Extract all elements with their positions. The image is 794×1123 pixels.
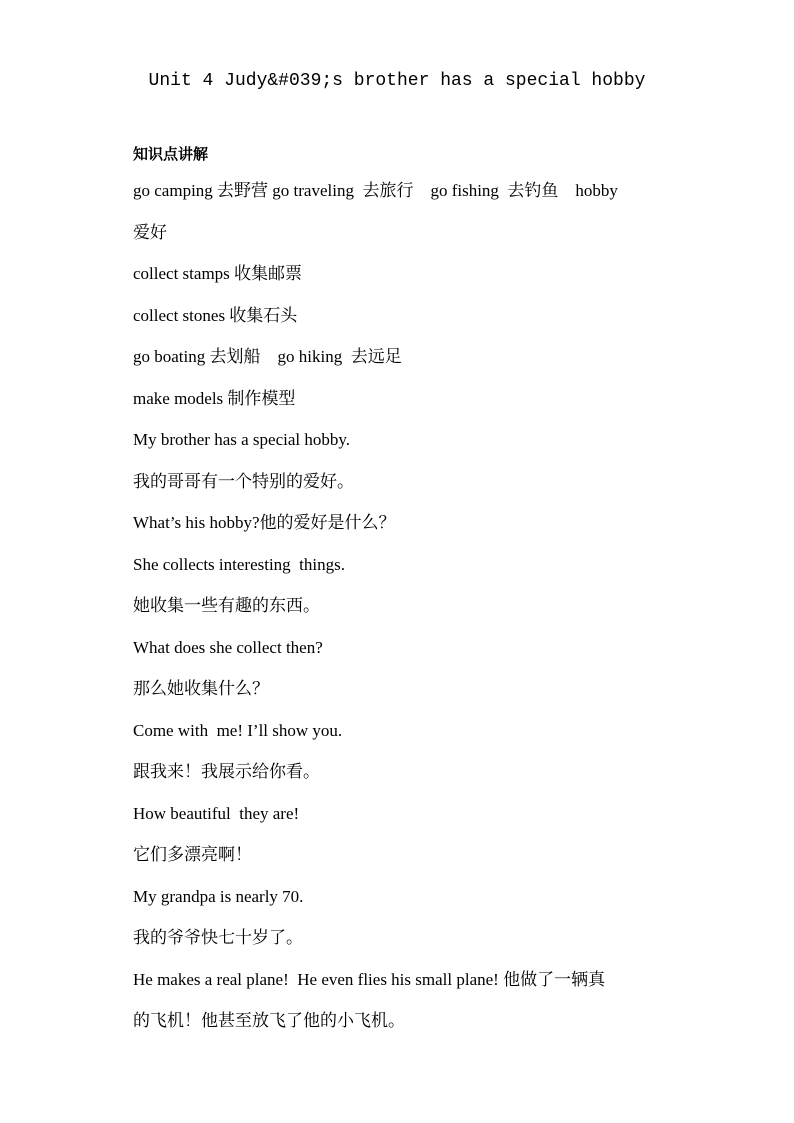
text-line: 跟我来！我展示给你看。 (133, 762, 320, 781)
text-line: 她收集一些有趣的东西。 (133, 596, 320, 615)
text-line: 爱好 (133, 222, 167, 242)
text-line: go boating 去划船 go hiking 去远足 (133, 347, 402, 366)
text-line: 它们多漂亮啊！ (133, 845, 252, 864)
text-line: 我的哥哥有一个特别的爱好。 (133, 471, 354, 491)
text-line: My brother has a special hobby. (133, 430, 351, 449)
text-line: What’s his hobby?他的爱好是什么？ (133, 513, 396, 532)
text-line: collect stamps 收集邮票 (133, 264, 303, 283)
text-line: collect stones 收集石头 (133, 305, 298, 325)
text-line: 的飞机！他甚至放飞了他的小飞机。 (133, 1011, 405, 1030)
text-line: 那么她收集什么？ (133, 679, 269, 698)
page-title: Unit 4 Judy&#039;s brother has a special hobby (148, 71, 646, 91)
content-lines (133, 170, 663, 1042)
text-line: My grandpa is nearly 70. (133, 886, 304, 906)
text-line: Come with me! I’ll show you. (133, 720, 343, 740)
text-line: He makes a real plane! He even flies his small plane! 他做了一辆真 (133, 969, 606, 989)
text-line: make models 制作模型 (133, 388, 296, 408)
text-line: She collects interesting things. (133, 554, 345, 574)
section-heading: 知识点讲解 (133, 147, 209, 163)
text-line: How beautiful they are! (133, 803, 300, 823)
text-line: 我的爷爷快七十岁了。 (133, 928, 303, 947)
text-line: What does she collect then? (133, 637, 323, 657)
text-line: go camping 去野营 go traveling 去旅行 go fishing 去钓鱼 hobby (133, 181, 618, 200)
